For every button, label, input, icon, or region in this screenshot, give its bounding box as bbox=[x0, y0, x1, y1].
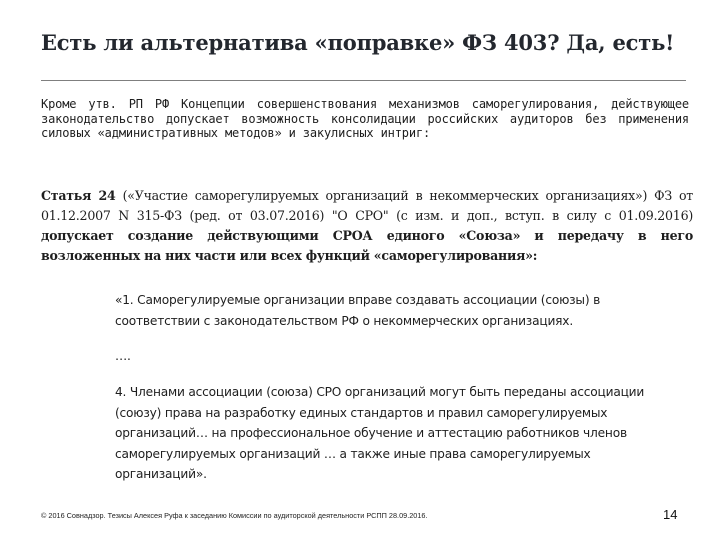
quote-ellipsis: …. bbox=[115, 349, 131, 363]
quote-item-1: «1. Саморегулируемые организации вправе создавать ассоциации (союзы) в соответствии с законодательством РФ о некоммерческих организациях. bbox=[115, 293, 601, 328]
quote-item-4: 4. Членами ассоциации (союза) СРО организаций могут быть переданы ассоциации (союзу) права на разработку единых стандартов и правил саморегулируемых организаций… на профессиональное обучение и аттестацию работников членов саморегулируемых организаций … а также иные права саморегулируемых организаций». bbox=[115, 385, 645, 481]
article-conclusion: допускает создание действующими СРОА единого «Союза» и передачу в него возложенных на них части или всех функций «саморегулирования»: bbox=[41, 228, 693, 263]
title-divider bbox=[41, 80, 686, 81]
article-paragraph bbox=[41, 186, 693, 266]
page-number: 14 bbox=[663, 507, 678, 522]
article-heading: Статья 24 bbox=[41, 188, 116, 203]
article-reference: («Участие саморегулируемых организаций в некоммерческих организациях») ФЗ от 01.12.2007 N 315-ФЗ (ред. от 03.07.2016) "О СРО" (с изм. и доп., вступ. в силу с 01.09.2016) bbox=[41, 188, 693, 223]
slide-title: Есть ли альтернатива «поправке» ФЗ 403? Да, есть! bbox=[41, 30, 675, 55]
intro-paragraph: Кроме утв. РП РФ Концепции совершенствования механизмов саморегулирования, действующее законодательство допускает возможность консолидации российских аудиторов без применения силовых «административных методов» и закулисных интриг: bbox=[41, 97, 689, 140]
footer-copyright: © 2016 Совнадзор. Тезисы Алексея Руфа к заседанию Комиссии по аудиторской деятельности РСПП 28.09.2016. bbox=[41, 511, 428, 520]
